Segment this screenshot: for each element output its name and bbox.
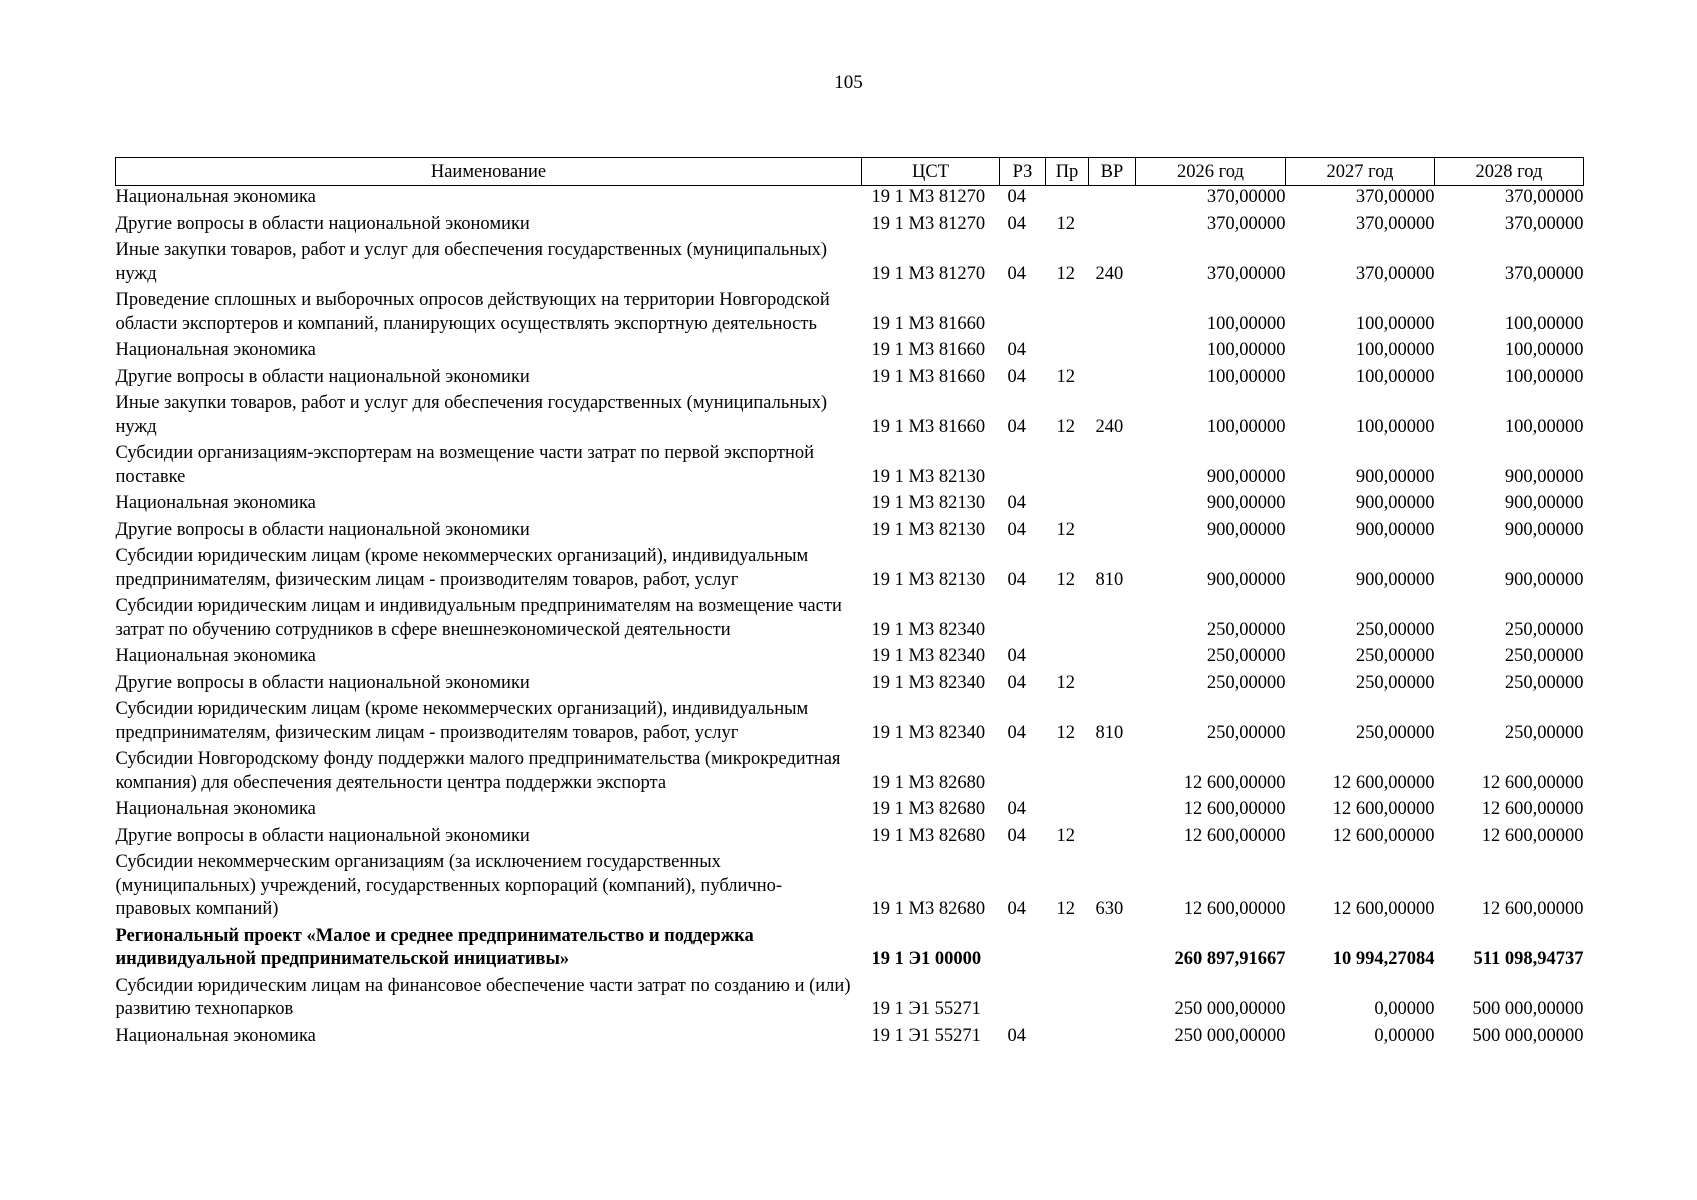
cell-2027: 10 994,27084 (1332, 949, 1435, 969)
cell-vr: 240 (1095, 263, 1124, 284)
cell-vr (1089, 975, 1136, 1025)
cell-cst: 19 1 М3 81660 (871, 313, 986, 334)
cell-2028: 250,00000 (1504, 646, 1584, 666)
cell-pr: 12 (1056, 416, 1075, 437)
cell-cst: 19 1 М3 82340 (871, 672, 986, 693)
cell-2026: 900,00000 (1206, 493, 1286, 513)
cell-rz: 04 (1007, 416, 1026, 437)
cell-name: Другие вопросы в области национальной экономики (115, 366, 530, 387)
cell-name: Субсидии юридическим лицам на финансовое обеспечение части затрат по созданию и (или) развитию технопарков (115, 975, 851, 1019)
table-row (116, 645, 1584, 672)
cell-pr: 12 (1056, 825, 1075, 846)
cell-2028: 250,00000 (1504, 722, 1584, 743)
cell-vr: 240 (1095, 416, 1124, 437)
cell-name: Другие вопросы в области национальной экономики (115, 672, 530, 693)
cell-pr: 12 (1056, 722, 1075, 743)
cell-2027: 250,00000 (1355, 646, 1435, 666)
cell-name: Национальная экономика (115, 799, 316, 819)
cell-pr: 12 (1056, 519, 1075, 540)
cell-pr (1046, 1025, 1089, 1052)
cell-2026: 12 600,00000 (1183, 899, 1286, 919)
cell-2026: 250 000,00000 (1174, 999, 1286, 1019)
cell-pr: 12 (1056, 569, 1075, 590)
table-row (116, 1025, 1584, 1052)
cell-vr (1089, 748, 1136, 798)
cell-cst: 19 1 М3 82130 (871, 519, 986, 540)
cell-cst: 19 1 Э1 55271 (871, 1025, 981, 1046)
cell-pr (1046, 798, 1089, 825)
page-number: 105 (834, 72, 863, 93)
cell-rz: 04 (1007, 825, 1026, 846)
cell-2028: 900,00000 (1504, 493, 1584, 513)
table-row (116, 595, 1584, 645)
cell-name: Проведение сплошных и выборочных опросов действующих на территории Новгородской области экспортеров и компаний, планирующих осуществлять экспортную деятельность (115, 290, 830, 334)
cell-2027: 250,00000 (1355, 672, 1435, 693)
cell-vr (1089, 289, 1136, 339)
cell-cst: 19 1 М3 82340 (871, 619, 986, 640)
cell-rz: 04 (1007, 366, 1026, 387)
cell-rz: 04 (1007, 569, 1026, 590)
cell-2026: 250,00000 (1206, 646, 1286, 666)
cell-2028: 100,00000 (1504, 340, 1584, 360)
table-body (116, 186, 1584, 1052)
cell-rz: 04 (1007, 722, 1026, 743)
cell-cst: 19 1 М3 81660 (871, 366, 986, 387)
cell-cst: 19 1 М3 82130 (871, 493, 986, 513)
cell-2027: 250,00000 (1355, 722, 1435, 743)
cell-cst: 19 1 М3 82680 (871, 899, 986, 919)
cell-vr (1089, 213, 1136, 240)
table-row (116, 239, 1584, 289)
table-row (116, 289, 1584, 339)
cell-name: Иные закупки товаров, работ и услуг для обеспечения государственных (муниципальных) нужд (115, 393, 828, 437)
cell-name: Региональный проект «Малое и среднее предпринимательство и поддержка индивидуальной предпринимательской инициативы» (115, 925, 754, 969)
cell-2027: 12 600,00000 (1332, 899, 1435, 919)
cell-2026: 100,00000 (1206, 313, 1286, 334)
cell-2028: 370,00000 (1504, 187, 1584, 207)
cell-rz: 04 (1007, 493, 1026, 513)
cell-pr (1046, 748, 1089, 798)
cell-vr (1089, 1025, 1136, 1052)
budget-table (115, 157, 1584, 1051)
cell-cst: 19 1 М3 82680 (871, 799, 986, 819)
cell-rz (1000, 595, 1046, 645)
cell-2028: 511 098,94737 (1473, 949, 1584, 969)
cell-rz (1000, 748, 1046, 798)
cell-rz: 04 (1007, 646, 1026, 666)
cell-2027: 12 600,00000 (1332, 772, 1435, 793)
cell-name: Субсидии юридическим лицам и индивидуальным предпринимателям на возмещение части затрат по обучению сотрудников в сфере внешнеэкономической деятельности (115, 596, 842, 640)
cell-2027: 900,00000 (1355, 519, 1435, 540)
cell-rz: 04 (1007, 519, 1026, 540)
cell-vr (1089, 925, 1136, 975)
cell-2027: 900,00000 (1355, 569, 1435, 590)
cell-2028: 500 000,00000 (1472, 1025, 1584, 1046)
cell-2026: 250,00000 (1206, 672, 1286, 693)
cell-cst: 19 1 М3 81270 (871, 263, 986, 284)
cell-2027: 100,00000 (1355, 366, 1435, 387)
cell-2026: 250,00000 (1206, 619, 1286, 640)
cell-vr (1089, 186, 1136, 213)
header-pr: Пр (1046, 158, 1089, 186)
cell-cst: 19 1 М3 82340 (871, 646, 986, 666)
cell-name: Национальная экономика (115, 646, 316, 666)
cell-2026: 100,00000 (1206, 340, 1286, 360)
cell-pr: 12 (1056, 899, 1075, 919)
cell-2026: 250,00000 (1206, 722, 1286, 743)
table-row (116, 213, 1584, 240)
cell-pr (1046, 186, 1089, 213)
cell-vr (1089, 339, 1136, 366)
header-cst: ЦСТ (862, 158, 1000, 186)
table-row (116, 748, 1584, 798)
cell-name: Национальная экономика (115, 187, 316, 207)
cell-cst: 19 1 М3 81270 (871, 213, 986, 234)
cell-rz (1000, 975, 1046, 1025)
cell-2026: 250 000,00000 (1174, 1025, 1286, 1046)
cell-cst: 19 1 М3 82130 (871, 569, 986, 590)
table-row (116, 492, 1584, 519)
cell-2026: 900,00000 (1206, 466, 1286, 487)
table-row (116, 545, 1584, 595)
cell-cst: 19 1 М3 82130 (871, 466, 986, 487)
table-row (116, 851, 1584, 925)
cell-name: Национальная экономика (115, 1025, 316, 1046)
cell-rz: 04 (1007, 1025, 1026, 1046)
cell-2027: 250,00000 (1355, 619, 1435, 640)
cell-pr (1046, 645, 1089, 672)
cell-cst: 19 1 М3 81660 (871, 340, 986, 360)
cell-vr (1089, 442, 1136, 492)
cell-rz (1000, 925, 1046, 975)
cell-2027: 12 600,00000 (1332, 799, 1435, 819)
header-2026: 2026 год (1136, 158, 1286, 186)
cell-vr (1089, 366, 1136, 393)
cell-rz: 04 (1007, 340, 1026, 360)
cell-2028: 250,00000 (1504, 619, 1584, 640)
cell-rz: 04 (1007, 263, 1026, 284)
cell-2026: 370,00000 (1206, 263, 1286, 284)
cell-2027: 370,00000 (1355, 213, 1435, 234)
cell-pr (1046, 339, 1089, 366)
cell-pr (1046, 975, 1089, 1025)
header-name: Наименование (116, 158, 862, 186)
cell-2028: 12 600,00000 (1481, 772, 1584, 793)
cell-cst: 19 1 М3 82680 (871, 772, 986, 793)
table-row (116, 925, 1584, 975)
table-row (116, 975, 1584, 1025)
cell-2026: 370,00000 (1206, 187, 1286, 207)
cell-vr (1089, 492, 1136, 519)
cell-2026: 12 600,00000 (1183, 799, 1286, 819)
table-row (116, 698, 1584, 748)
cell-vr: 630 (1095, 899, 1124, 919)
cell-2026: 100,00000 (1206, 416, 1286, 437)
cell-2028: 100,00000 (1504, 313, 1584, 334)
cell-cst: 19 1 М3 82340 (871, 722, 986, 743)
cell-vr (1089, 672, 1136, 699)
cell-2028: 370,00000 (1504, 213, 1584, 234)
cell-name: Субсидии юридическим лицам (кроме некоммерческих организаций), индивидуальным предпринимателям, физическим лицам - производителям товаров, работ, услуг (115, 546, 809, 590)
cell-2026: 900,00000 (1206, 569, 1286, 590)
cell-pr (1046, 595, 1089, 645)
cell-2026: 900,00000 (1206, 519, 1286, 540)
cell-cst: 19 1 М3 81270 (871, 187, 986, 207)
table-row (116, 339, 1584, 366)
cell-pr: 12 (1056, 263, 1075, 284)
cell-2027: 100,00000 (1355, 313, 1435, 334)
cell-2028: 250,00000 (1504, 672, 1584, 693)
cell-2026: 100,00000 (1206, 366, 1286, 387)
table-row (116, 519, 1584, 546)
cell-2028: 12 600,00000 (1481, 899, 1584, 919)
cell-2027: 100,00000 (1355, 340, 1435, 360)
cell-pr: 12 (1056, 213, 1075, 234)
cell-pr: 12 (1056, 366, 1075, 387)
cell-rz (1000, 289, 1046, 339)
cell-2027: 370,00000 (1355, 187, 1435, 207)
cell-cst: 19 1 М3 82680 (871, 825, 986, 846)
cell-name: Другие вопросы в области национальной экономики (115, 825, 530, 846)
cell-cst: 19 1 Э1 55271 (871, 999, 981, 1019)
cell-name: Субсидии Новгородскому фонду поддержки малого предпринимательства (микрокредитная компания) для обеспечения деятельности центра поддержки экспорта (115, 749, 841, 793)
cell-rz: 04 (1007, 213, 1026, 234)
cell-2027: 900,00000 (1355, 493, 1435, 513)
cell-2028: 900,00000 (1504, 519, 1584, 540)
cell-name: Национальная экономика (115, 340, 316, 360)
cell-vr (1089, 595, 1136, 645)
cell-2026: 12 600,00000 (1183, 772, 1286, 793)
cell-pr (1046, 442, 1089, 492)
cell-2028: 100,00000 (1504, 416, 1584, 437)
cell-2028: 12 600,00000 (1481, 825, 1584, 846)
table-row (116, 442, 1584, 492)
cell-2028: 100,00000 (1504, 366, 1584, 387)
cell-2027: 12 600,00000 (1332, 825, 1435, 846)
cell-name: Другие вопросы в области национальной экономики (115, 519, 530, 540)
cell-name: Другие вопросы в области национальной экономики (115, 213, 530, 234)
cell-pr (1046, 492, 1089, 519)
cell-2027: 100,00000 (1355, 416, 1435, 437)
cell-pr (1046, 925, 1089, 975)
table-row (116, 366, 1584, 393)
cell-pr (1046, 289, 1089, 339)
table-row (116, 186, 1584, 213)
cell-2028: 12 600,00000 (1481, 799, 1584, 819)
cell-name: Национальная экономика (115, 493, 316, 513)
header-2027: 2027 год (1286, 158, 1435, 186)
cell-rz (1000, 442, 1046, 492)
cell-2027: 0,00000 (1374, 1025, 1435, 1046)
cell-vr: 810 (1095, 722, 1124, 743)
cell-2028: 500 000,00000 (1472, 999, 1584, 1019)
cell-vr (1089, 519, 1136, 546)
cell-2028: 900,00000 (1504, 466, 1584, 487)
table-row (116, 798, 1584, 825)
cell-cst: 19 1 Э1 00000 (871, 949, 982, 969)
cell-2028: 900,00000 (1504, 569, 1584, 590)
table-header-row (116, 158, 1584, 186)
cell-2027: 0,00000 (1374, 999, 1435, 1019)
cell-2027: 900,00000 (1355, 466, 1435, 487)
table-row (116, 825, 1584, 852)
cell-name: Субсидии некоммерческим организациям (за исключением государственных (муниципальных) учреждений, государственных корпораций (компаний), публично-правовых компаний) (115, 852, 783, 919)
cell-name: Иные закупки товаров, работ и услуг для обеспечения государственных (муниципальных) нужд (115, 240, 828, 284)
cell-2027: 370,00000 (1355, 263, 1435, 284)
cell-name: Субсидии организациям-экспортерам на возмещение части затрат по первой экспортной поставке (115, 443, 814, 487)
cell-vr (1089, 825, 1136, 852)
cell-2026: 12 600,00000 (1183, 825, 1286, 846)
cell-rz: 04 (1007, 799, 1026, 819)
table-row (116, 672, 1584, 699)
table-row (116, 392, 1584, 442)
cell-rz: 04 (1007, 187, 1026, 207)
header-rz: РЗ (1000, 158, 1046, 186)
cell-2028: 370,00000 (1504, 263, 1584, 284)
cell-cst: 19 1 М3 81660 (871, 416, 986, 437)
header-2028: 2028 год (1435, 158, 1584, 186)
cell-vr (1089, 798, 1136, 825)
cell-pr: 12 (1056, 672, 1075, 693)
cell-2026: 370,00000 (1206, 213, 1286, 234)
cell-vr (1089, 645, 1136, 672)
cell-2026: 260 897,91667 (1174, 949, 1286, 969)
cell-rz: 04 (1007, 672, 1026, 693)
header-vr: ВР (1089, 158, 1136, 186)
cell-name: Субсидии юридическим лицам (кроме некоммерческих организаций), индивидуальным предпринимателям, физическим лицам - производителям товаров, работ, услуг (115, 699, 809, 743)
cell-rz: 04 (1007, 899, 1026, 919)
cell-vr: 810 (1095, 569, 1124, 590)
